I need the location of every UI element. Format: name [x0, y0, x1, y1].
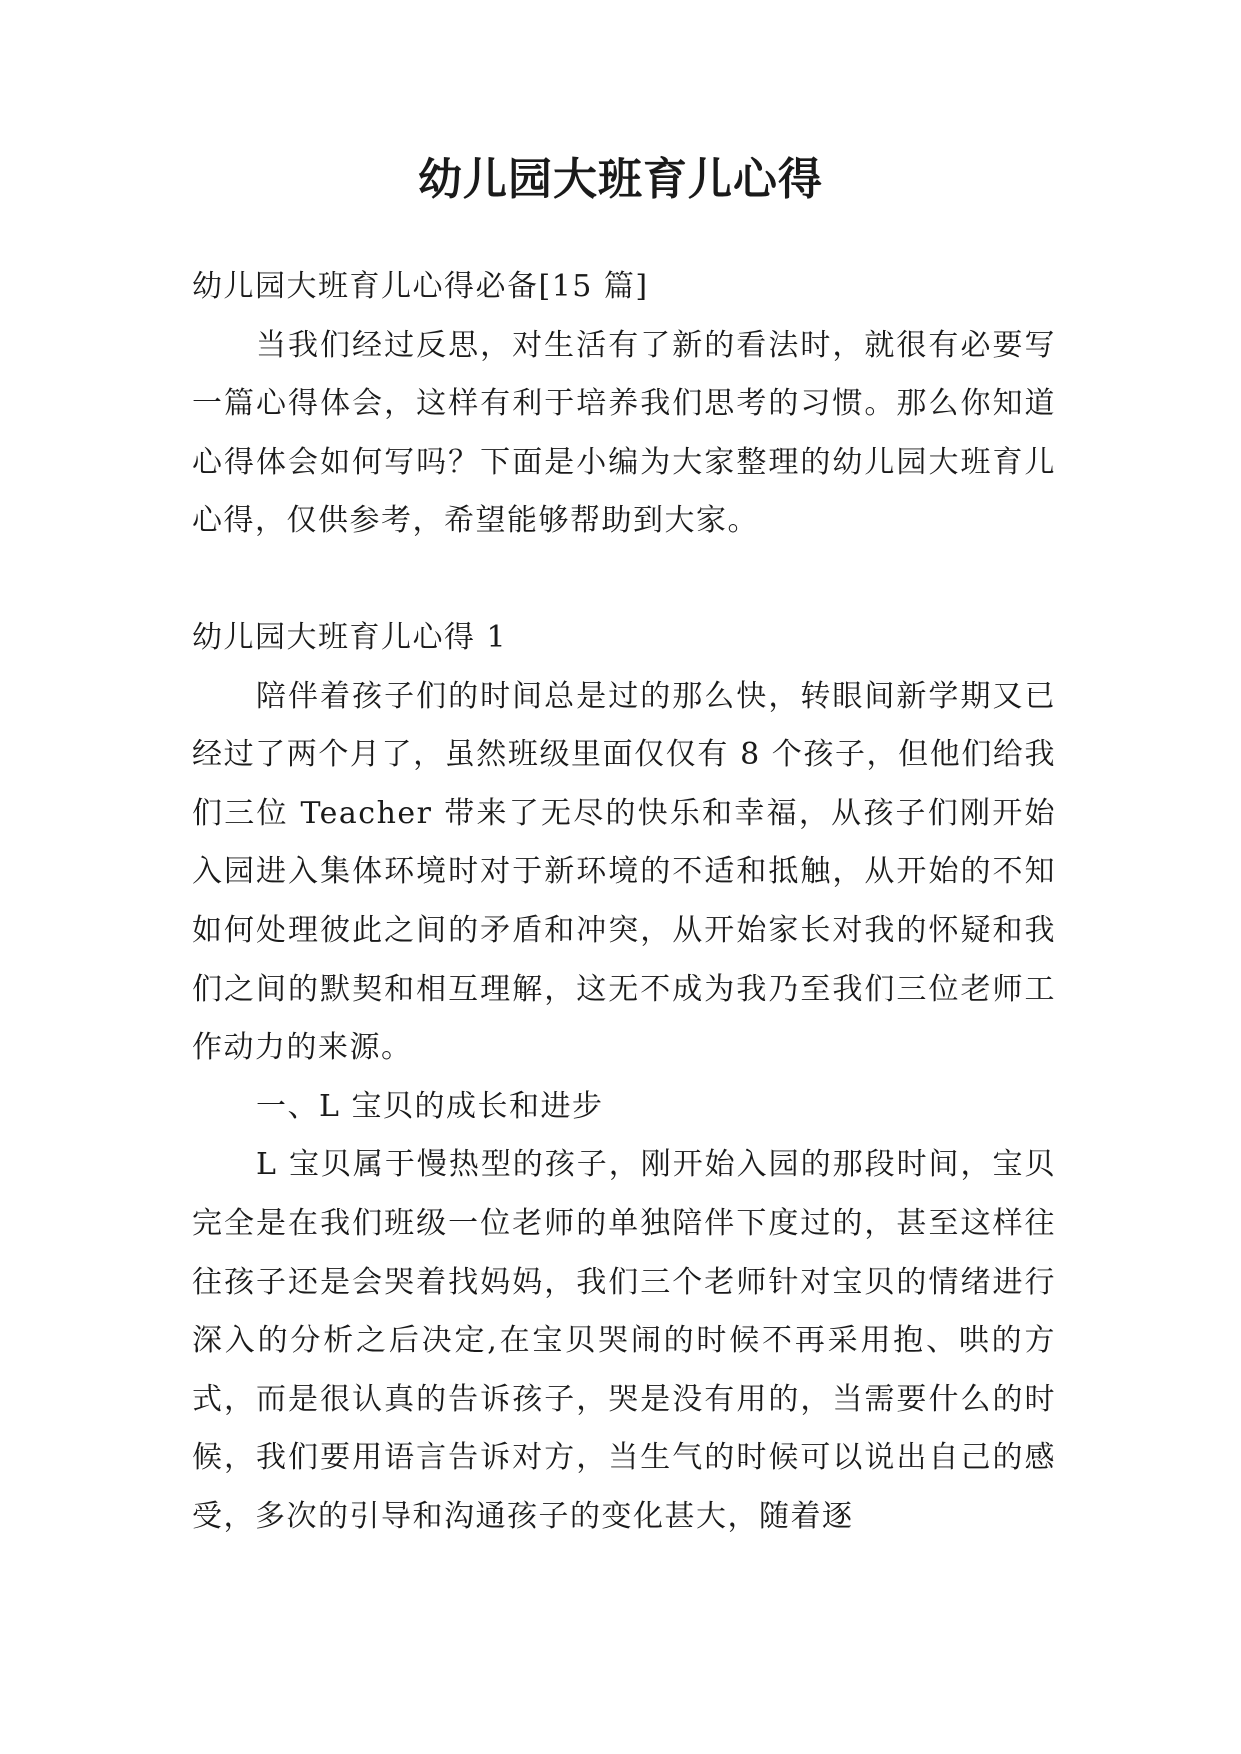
document-body: [192, 258, 1056, 1546]
document-subtitle: 幼儿园大班育儿心得必备[15 篇]: [192, 269, 649, 304]
intro-paragraph: 当我们经过反思，对生活有了新的看法时，就很有必要写一篇心得体会，这样有利于培养我们思考的习惯。那么你知道心得体会如何写吗？下面是小编为大家整理的幼儿园大班育儿心得，仅供参考，希望能够帮助到大家。: [192, 327, 1056, 539]
subsection-heading: 一、L 宝贝的成长和进步: [256, 1088, 604, 1124]
document-title: 幼儿园大班育儿心得: [418, 154, 823, 205]
paragraph-gap: [192, 551, 1056, 609]
section-heading: 幼儿园大班育儿心得 1: [192, 619, 508, 655]
section-paragraph: L 宝贝属于慢热型的孩子，刚开始入园的那段时间，宝贝完全是在我们班级一位老师的单独陪伴下度过的，甚至这样往往孩子还是会哭着找妈妈，我们三个老师针对宝贝的情绪进行深入的分析之后决定,在宝贝哭闹的时候不再采用抱、哄的方式，而是很认真的告诉孩子，哭是没有用的，当需要什么的时候，我们要用语言告诉对方，当生气的时候可以说出自己的感受，多次的引导和沟通孩子的变化甚大，随着逐: [192, 1147, 1056, 1534]
section-paragraph: 陪伴着孩子们的时间总是过的那么快，转眼间新学期又已经过了两个月了，虽然班级里面仅仅有 8 个孩子，但他们给我们三位 Teacher 带来了无尽的快乐和幸福，从孩子们刚开始入园进入集体环境时对于新环境的不适和抵触，从开始的不知如何处理彼此之间的矛盾和冲突，从开始家长对我的怀疑和我们之间的默契和相互理解，这无不成为我乃至我们三位老师工作动力的来源。: [192, 678, 1056, 1066]
